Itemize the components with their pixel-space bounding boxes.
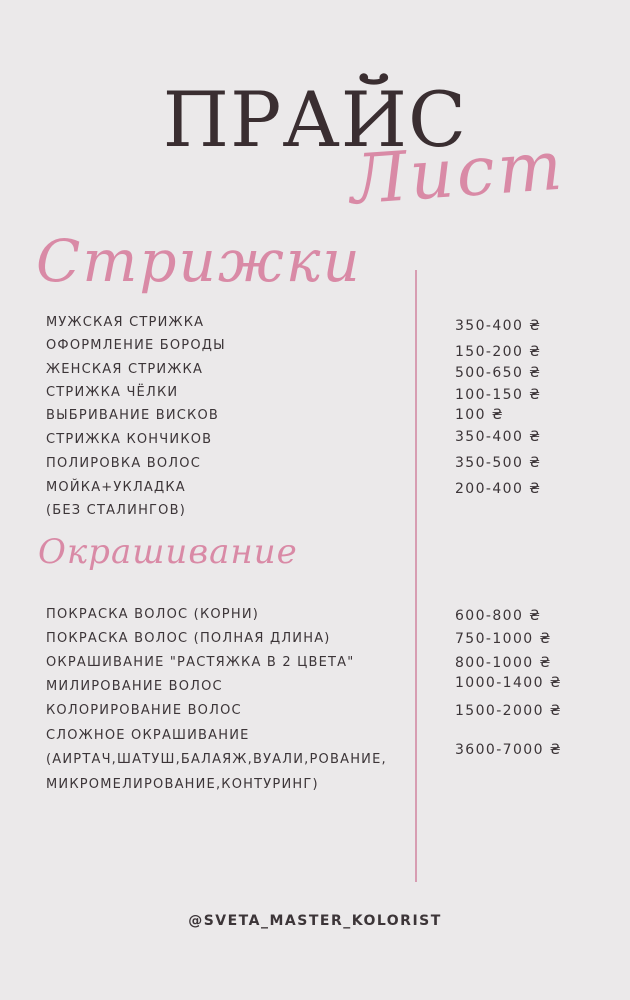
service-item: ПОКРАСКА ВОЛОС (КОРНИ) — [46, 607, 260, 622]
service-item: МИЛИРОВАНИЕ ВОЛОС — [46, 679, 223, 694]
service-item: ПОЛИРОВКА ВОЛОС — [46, 456, 201, 471]
service-price: 800-1000 ₴ — [455, 655, 552, 671]
service-item: МОЙКА+УКЛАДКА — [46, 480, 186, 495]
service-price: 100-150 ₴ — [455, 387, 542, 403]
instagram-handle: @SVETA_MASTER_KOLORIST — [188, 913, 442, 929]
service-price: 600-800 ₴ — [455, 608, 542, 624]
service-item: СТРИЖКА ЧЁЛКИ — [46, 385, 179, 400]
service-price: 350-500 ₴ — [455, 455, 542, 471]
service-item: ОКРАШИВАНИЕ "РАСТЯЖКА В 2 ЦВЕТА" — [46, 655, 355, 670]
page-subtitle: Лист — [347, 126, 568, 221]
service-item-note: МИКРОМЕЛИРОВАНИЕ,КОНТУРИНГ) — [46, 777, 319, 792]
service-price: 350-400 ₴ — [455, 318, 542, 334]
section-title-haircuts: Стрижки — [36, 227, 362, 295]
service-item: КОЛОРИРОВАНИЕ ВОЛОС — [46, 703, 242, 718]
service-price: 3600-7000 ₴ — [455, 742, 562, 758]
service-item: СТРИЖКА КОНЧИКОВ — [46, 432, 213, 447]
service-item-note: (БЕЗ СТАЛИНГОВ) — [46, 503, 187, 518]
service-price: 200-400 ₴ — [455, 481, 542, 497]
service-item: ЖЕНСКАЯ СТРИЖКА — [46, 362, 204, 377]
service-price: 350-400 ₴ — [455, 429, 542, 445]
service-price: 150-200 ₴ — [455, 344, 542, 360]
page-title: ПРАЙС — [162, 75, 468, 164]
column-divider — [415, 270, 417, 882]
service-item: ВЫБРИВАНИЕ ВИСКОВ — [46, 408, 220, 423]
service-price: 1500-2000 ₴ — [455, 703, 562, 719]
service-item-note: (АИРТАЧ,ШАТУШ,БАЛАЯЖ,ВУАЛИ,РОВАНИЕ, — [46, 752, 387, 767]
section-title-coloring: Окрашивание — [38, 532, 298, 572]
service-item: СЛОЖНОЕ ОКРАШИВАНИЕ — [46, 728, 250, 743]
service-price: 750-1000 ₴ — [455, 631, 552, 647]
service-price: 500-650 ₴ — [455, 365, 542, 381]
service-price: 100 ₴ — [455, 407, 505, 423]
service-item: МУЖСКАЯ СТРИЖКА — [46, 315, 205, 330]
service-item: ОФОРМЛЕНИЕ БОРОДЫ — [46, 338, 226, 353]
service-price: 1000-1400 ₴ — [455, 675, 562, 691]
service-item: ПОКРАСКА ВОЛОС (ПОЛНАЯ ДЛИНА) — [46, 631, 331, 646]
